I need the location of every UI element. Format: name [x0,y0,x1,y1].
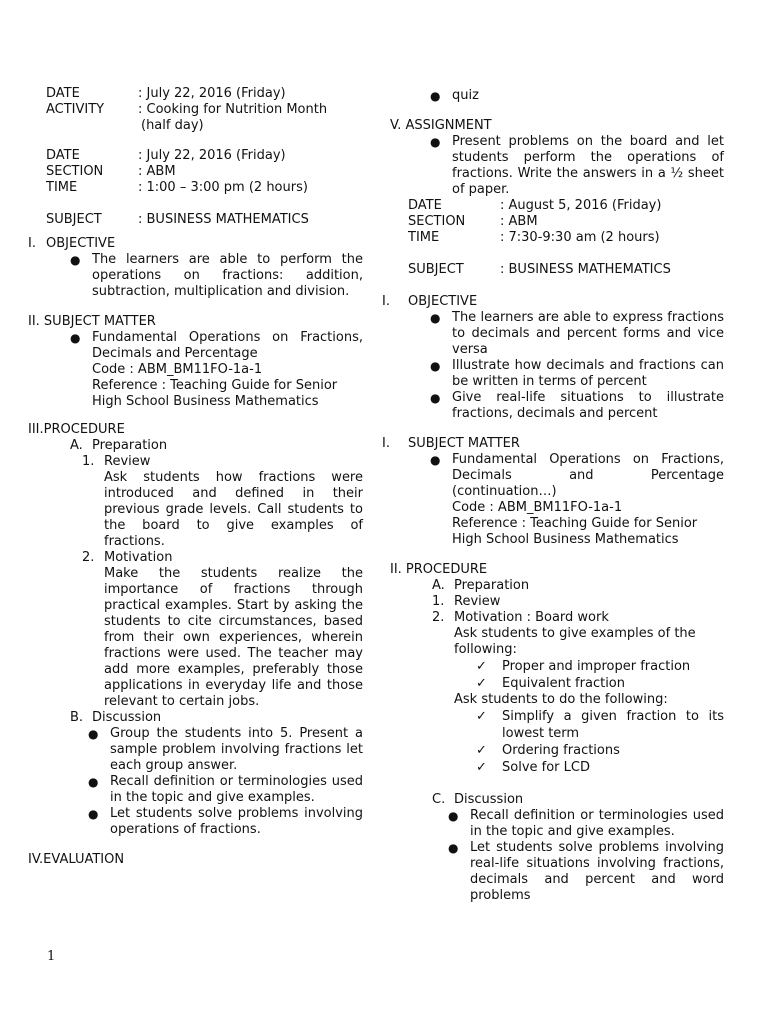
header-value-line: : Cooking for Nutrition Month [138,102,328,117]
section-number: I. [382,436,390,451]
check-text: Simplify a given fraction to its lowest term [502,709,724,741]
step-review [28,454,363,470]
bullet-text: Let students solve problems involving real-life situations involving fractions, decimals and percent and word problems [470,840,724,903]
discussion-bullet [382,840,724,904]
bullet-text: Present problems on the board and let students perform the operations of fractions. Write the answers in a ½ sheet of paper. [452,134,724,197]
bullet-text: quiz [452,88,479,103]
bullet-icon: ● [430,391,441,405]
section-title: II. PROCEDURE [390,562,488,577]
subject-matter-bullet [28,330,363,410]
subject-matter-reference: Reference : Teaching Guide for Senior High School Business Mathematics [452,516,698,547]
objective-bullet [382,390,724,422]
section-title: SUBJECT MATTER [408,436,520,451]
step-number: 1. [82,454,95,469]
section-title: OBJECTIVE [46,236,116,251]
section-heading-objective [28,236,363,252]
right-column [382,88,724,904]
objective-bullet [28,252,363,300]
header-key: DATE [46,148,80,163]
section-number: I. [382,294,390,309]
check-text: Solve for LCD [502,760,590,775]
ask-examples-text: Ask students to give examples of the following: [454,626,696,657]
subsection-letter: A. [432,578,445,593]
do-check-item [382,708,724,742]
header-key: TIME [46,180,78,195]
header-key: SECTION [46,164,104,179]
step-number: 1. [432,594,445,609]
header-row-activity [28,102,363,134]
step-number: 2. [432,610,445,625]
section-number: I. [28,236,36,251]
step-label: Motivation [104,550,173,565]
examples-check-item [382,675,724,692]
section-heading-objective [382,294,724,310]
section-title: IV.EVALUATION [28,852,125,867]
header-row-time [28,180,363,196]
header-value-line: (half day) [141,118,204,133]
header-value: : 7:30-9:30 am (2 hours) [500,230,660,245]
do-check-item [382,742,724,759]
header-row-subject [382,262,724,278]
step-label: Review [454,594,501,609]
check-icon: ✓ [476,659,487,674]
bullet-body [452,452,724,548]
check-icon: ✓ [476,709,487,724]
bullet-icon: ● [430,311,441,325]
motivation-text: Make the students realize the importance of fractions through practical examples. Start by asking the students to cite circumstances, based from their own experiences, wherein fractions were used. The teacher may add more examples, preferably those applications in everyday life and those relevant to certain jobs. [104,566,363,709]
check-icon: ✓ [476,760,487,775]
objective-bullet [382,310,724,358]
header-block-lesson-2 [382,198,724,278]
section-heading-procedure [382,562,724,578]
subsection-preparation [382,578,724,594]
check-icon: ✓ [476,676,487,691]
step-number: 2. [82,550,95,565]
header-key: SECTION [408,214,466,229]
subject-matter-code: Code : ABM_BM11FO-1a-1 [92,362,263,377]
header-block-lesson [28,148,363,228]
header-row-date [382,198,724,214]
subject-matter-topic: Fundamental Operations on Fractions, Decimals and Percentage [92,330,363,361]
section-title: III.PROCEDURE [28,422,125,437]
subject-matter-bullet [382,452,724,548]
step-motivation [382,610,724,626]
bullet-icon: ● [430,89,441,103]
section-heading-procedure [28,422,363,438]
header-value: : ABM [500,214,538,229]
bullet-text: Give real-life situations to illustrate fractions, decimals and percent [452,390,724,421]
bullet-text: Let students solve problems involving operations of fractions. [110,806,363,837]
subject-matter-code: Code : ABM_BM11FO-1a-1 [452,500,623,515]
section-title: II. SUBJECT MATTER [28,314,156,329]
bullet-text: The learners are able to perform the operations on fractions: addition, subtraction, multiplication and division. [92,252,363,299]
header-value: : BUSINESS MATHEMATICS [500,262,671,277]
step-label: Motivation : Board work [454,610,609,625]
header-key: SUBJECT [408,262,464,277]
left-column [28,86,363,868]
bullet-icon: ● [70,253,81,267]
bullet-text: Group the students into 5. Present a sample problem involving fractions let each group answer. [110,726,363,773]
header-key: TIME [408,230,440,245]
page-number: 1 [47,949,56,964]
do-check-item [382,759,724,776]
bullet-icon: ● [430,135,441,149]
bullet-icon: ● [88,775,99,789]
bullet-icon: ● [88,727,99,741]
step-motivation [28,550,363,566]
discussion-bullet [28,806,363,838]
header-key: DATE [46,86,80,101]
bullet-icon: ● [448,809,459,823]
review-text: Ask students how fractions were introduced and defined in their previous grade levels. Call students to the board to give examples of fractions. [104,470,363,549]
header-row-subject [28,212,363,228]
bullet-body [92,330,363,410]
header-key: SUBJECT [46,212,102,227]
evaluation-bullet [382,88,724,104]
step-label: Review [104,454,151,469]
step-review [382,594,724,610]
subsection-letter: B. [70,710,84,725]
ask-do-text: Ask students to do the following: [454,692,668,707]
discussion-bullet [382,808,724,840]
subsection-letter: C. [432,792,446,807]
bullet-icon: ● [70,331,81,345]
bullet-text: The learners are able to express fractions to decimals and percent forms and vice versa [452,310,724,357]
discussion-bullet [28,726,363,774]
header-row-date [28,148,363,164]
section-heading-subject-matter [382,436,724,452]
section-title: OBJECTIVE [408,294,478,309]
header-row-time [382,230,724,246]
header-value: : ABM [138,164,176,179]
bullet-text: Illustrate how decimals and fractions can be written in terms of percent [452,358,724,389]
objective-bullet [382,358,724,390]
bullet-icon: ● [430,359,441,373]
header-key: ACTIVITY [46,102,105,117]
subject-matter-topic: Fundamental Operations on Fractions, Decimals and Percentage (continuation…) [452,452,724,499]
examples-check-item [382,658,724,675]
header-row-section [28,164,363,180]
subsection-letter: A. [70,438,83,453]
section-title: V. ASSIGNMENT [390,118,492,133]
header-value: : 1:00 – 3:00 pm (2 hours) [138,180,308,195]
bullet-icon: ● [88,807,99,821]
check-icon: ✓ [476,743,487,758]
check-text: Proper and improper fraction [502,659,691,674]
subsection-label: Discussion [454,792,524,807]
section-heading-evaluation [28,852,363,868]
subsection-label: Preparation [92,438,168,453]
bullet-text: Recall definition or terminologies used in the topic and give examples. [470,808,724,839]
header-value: : July 22, 2016 (Friday) [138,86,286,101]
subsection-label: Discussion [92,710,162,725]
check-text: Ordering fractions [502,743,620,758]
bullet-icon: ● [430,453,441,467]
subject-matter-reference: Reference : Teaching Guide for Senior High School Business Mathematics [92,378,338,409]
header-row-section [382,214,724,230]
bullet-icon: ● [448,841,459,855]
subsection-discussion [382,792,724,808]
discussion-bullet [28,774,363,806]
header-value: : August 5, 2016 (Friday) [500,198,662,213]
section-heading-assignment [382,118,724,134]
bullet-text: Recall definition or terminologies used in the topic and give examples. [110,774,363,805]
section-heading-subject-matter [28,314,363,330]
header-row-date [28,86,363,102]
header-value [138,102,363,134]
subsection-discussion [28,710,363,726]
header-value: : July 22, 2016 (Friday) [138,148,286,163]
assignment-bullet [382,134,724,198]
subsection-label: Preparation [454,578,530,593]
header-block-activity [28,86,363,134]
header-value: : BUSINESS MATHEMATICS [138,212,309,227]
header-key: DATE [408,198,442,213]
subsection-preparation [28,438,363,454]
check-text: Equivalent fraction [502,676,625,691]
